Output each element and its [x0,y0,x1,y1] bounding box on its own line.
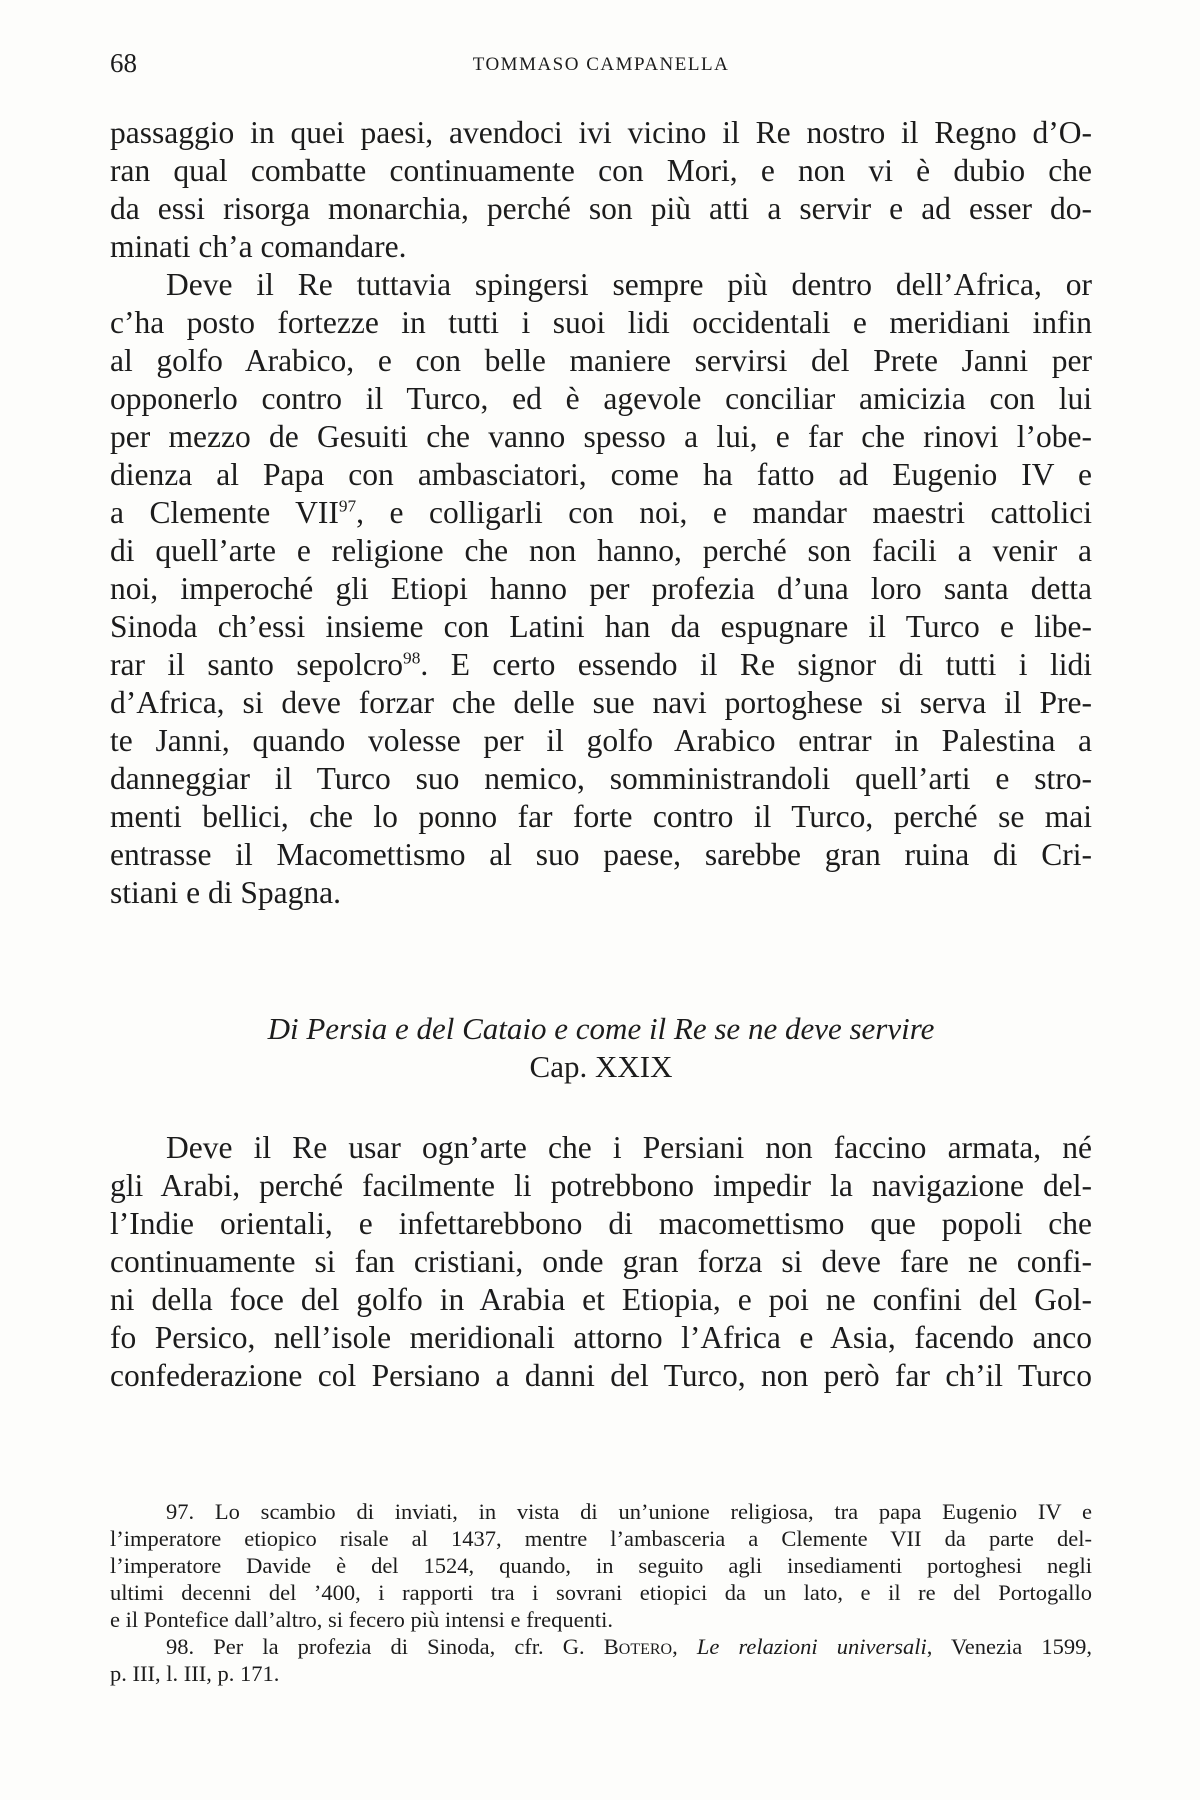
footnote-97-line: l’imperatore etiopico risale al 1437, mentre l’ambasceria a Clemente VII da parte del- [110,1526,1092,1551]
text-fragment: , e colligarli con noi, e mandar maestri cattolici [356,495,1092,530]
text-line: noi, imperoché gli Etiopi hanno per profezia d’una loro santa detta [110,571,1092,606]
text-line: dienza al Papa con ambasciatori, come ha fatto ad Eugenio IV e [110,457,1092,492]
footnotes [110,1498,1092,1687]
text-line [110,646,1092,684]
text-line: Sinoda ch’essi insieme con Latini han da espugnare il Turco e libe- [110,609,1092,644]
footnote-ref-97[interactable]: 97 [338,496,357,516]
book-title: Le relazioni universali [696,1634,927,1659]
text-fragment: . E certo essendo il Re signor di tutti i lidi [420,647,1092,682]
text-fragment: rar il santo sepolcro [110,647,404,682]
footnote-97-line: e il Pontefice dall’altro, si fecero più intensi e frequenti. [110,1607,613,1632]
text-line: te Janni, quando volesse per il golfo Arabico entrar in Palestina a [110,723,1092,758]
chapter-title: Di Persia e del Cataio e come il Re se ne deve servire [267,1011,935,1046]
text-line: l’Indie orientali, e infettarebbono di macomettismo que popoli che [110,1206,1092,1241]
chapter-number: Cap. XXIX [529,1049,673,1084]
text-line: Deve il Re usar ogn’arte che i Persiani non faccino armata, né [166,1130,1092,1165]
text-line: d’Africa, si deve forzar che delle sue navi portoghese si serva il Pre- [110,685,1092,720]
text-line: al golfo Arabico, e con belle maniere servirsi del Prete Janni per [110,343,1092,378]
text-line: menti bellici, che lo ponno far forte contro il Turco, perché se mai [110,799,1092,834]
footnote-97-line: 97. Lo scambio di inviati, in vista di un’unione religiosa, tra papa Eugenio IV e [166,1499,1092,1524]
text-line: ni della foce del golfo in Arabia et Etiopia, e poi ne confini del Gol- [110,1282,1092,1317]
text-line: passaggio in quei paesi, avendoci ivi vicino il Re nostro il Regno d’O- [110,115,1092,150]
text-line: entrasse il Macomettismo al suo paese, sarebbe gran ruina di Cri- [110,837,1092,872]
main-text-block-1 [110,114,1092,912]
text-line: di quell’arte e religione che non hanno, perché son facili a venir a [110,533,1092,568]
footnote-98-line: p. III, l. III, p. 171. [110,1661,280,1686]
footnote-97-line: l’imperatore Davide è del 1524, quando, in seguito agli insediamenti portoghesi negli [110,1553,1092,1578]
footnote-ref-98[interactable]: 98 [403,648,421,668]
page-number: 68 [110,48,137,78]
text-line [110,494,1092,532]
text-line: confederazione col Persiano a danni del Turco, non però far ch’il Turco [110,1358,1092,1393]
text-fragment: 98. Per la profezia di Sinoda, cfr. G. [166,1634,604,1659]
text-line: opponerlo contro il Turco, ed è agevole conciliar amicizia con lui [110,381,1092,416]
footnote-97-line: ultimi decenni del ’400, i rapporti tra i sovrani etiopici da un lato, e il re del Portogallo [110,1580,1092,1605]
text-line: da essi risorga monarchia, perché son più atti a servir e ad esser do- [110,191,1092,226]
main-text-block-2 [110,1129,1092,1395]
text-line: minati ch’a comandare. [110,229,407,264]
text-line: continuamente si fan cristiani, onde gran forza si deve fare ne confi- [110,1244,1092,1279]
text-fragment: , Venezia 1599, [926,1634,1092,1659]
running-title: TOMMASO CAMPANELLA [472,54,730,75]
text-line: c’ha posto fortezze in tutti i suoi lidi occidentali e meridiani infin [110,305,1092,340]
text-line: gli Arabi, perché facilmente li potrebbono impedir la navigazione del- [110,1168,1092,1203]
text-line: stiani e di Spagna. [110,875,341,910]
text-line: danneggiar il Turco suo nemico, somministrandoli quell’arti e stro- [110,761,1092,796]
text-line: fo Persico, nell’isole meridionali attorno l’Africa e Asia, facendo anco [110,1320,1092,1355]
footnote-98-line [110,1633,1092,1660]
text-line: Deve il Re tuttavia spingersi sempre più dentro dell’Africa, or [166,267,1092,302]
text-fragment: a Clemente VII [110,495,339,530]
author-name: Botero [603,1634,673,1659]
page-header [110,48,1092,88]
text-line: ran qual combatte continuamente con Mori, e non vi è dubio che [110,153,1092,188]
text-line: per mezzo de Gesuiti che vanno spesso a lui, e far che rinovi l’obe- [110,419,1092,454]
text-fragment: , [672,1634,697,1659]
chapter-heading [110,1010,1092,1086]
